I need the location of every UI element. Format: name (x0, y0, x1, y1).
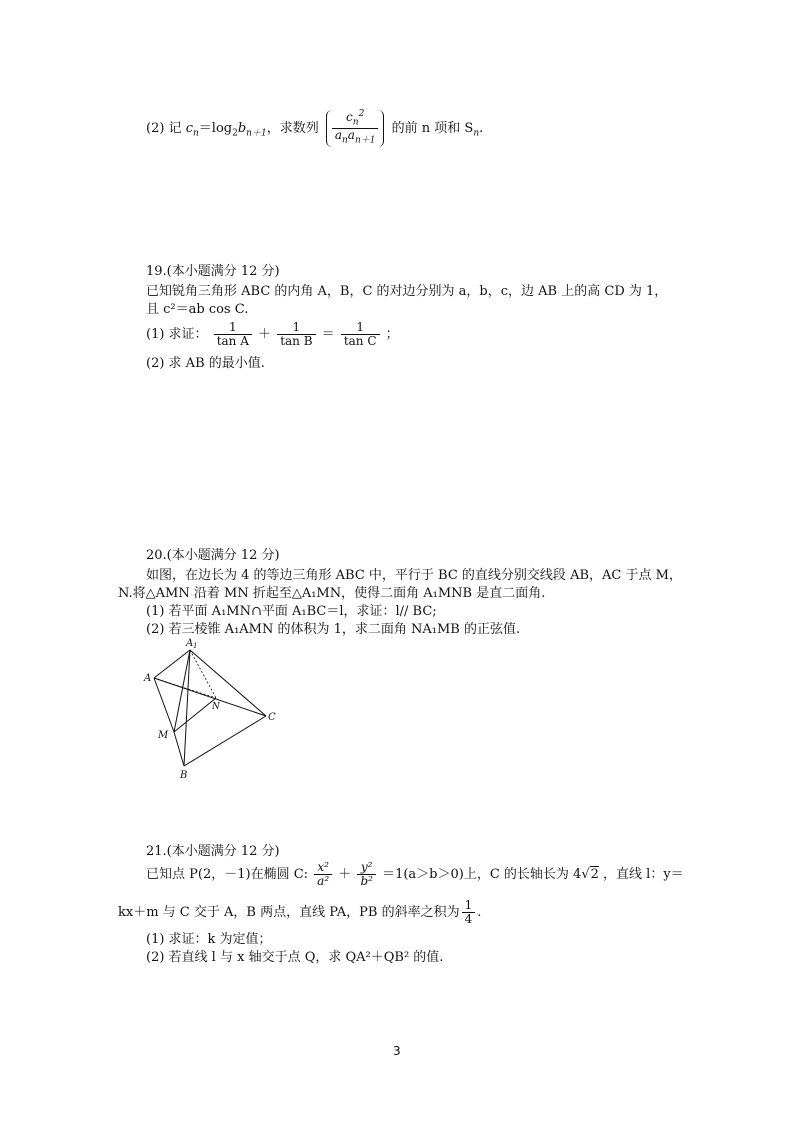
q19-frac-b (277, 321, 315, 348)
q21-sqrt: √2 (581, 867, 599, 882)
q19-line1: 已知锐角三角形 ABC 的内角 A，B，C 的对边分别为 a，b，c，边 AB 上的高 CD 为 1， (146, 284, 668, 299)
q18-suffix-sub: n (473, 128, 480, 139)
q18-mid: ，求数列 (266, 120, 319, 136)
q19-header: 19.(本小题满分 12 分) (146, 264, 280, 279)
q21-frac-x (314, 861, 332, 888)
q20-line2: N.将△AMN 沿着 MN 折起至△A₁MN，使得二面角 A₁MNB 是直二面角. (118, 586, 546, 601)
q21-header: 21.(本小题满分 12 分) (146, 844, 280, 859)
q19-frac-a-num: 1 (214, 321, 252, 335)
q21-frac-quarter (462, 899, 476, 926)
q20-header: 20.(本小题满分 12 分) (146, 548, 280, 563)
page-number: 3 (393, 1044, 401, 1058)
q19-frac-a-den: tan A (216, 334, 249, 348)
label-m: M (158, 730, 169, 741)
edge-a1-a (154, 650, 190, 678)
q21-frac-y-num: y² (357, 861, 376, 875)
q18-prefix: (2) 记 (146, 120, 182, 136)
q20-part1: (1) 若平面 A₁MN∩平面 A₁BC＝l，求证：l// BC; (146, 604, 437, 619)
q19-plus: ＋ (258, 327, 272, 342)
q20-pyramid-figure (140, 636, 280, 782)
q18-bn-sub: n＋1 (246, 128, 267, 139)
q19-part1-prefix: (1) 求证： (146, 327, 208, 342)
q21-l2-a: kx＋m 与 C 交于 A，B 两点，直线 PA，PB 的斜率之积为 (118, 905, 460, 920)
edge-a1-c (190, 650, 266, 716)
edge-b-c (184, 716, 266, 766)
q18-frac-den-sub2: n＋1 (354, 135, 376, 146)
q21-frac-quarter-num: 1 (462, 899, 476, 913)
q21-part2: (2) 若直线 l 与 x 轴交于点 Q，求 QA²＋QB² 的值. (146, 950, 444, 965)
q21-frac-x-num: x² (314, 861, 332, 875)
q19-frac-c (341, 321, 380, 348)
q18-equals: ＝log (198, 120, 233, 136)
label-a: A (144, 673, 152, 684)
q18-sequence-brace (326, 110, 385, 147)
q18-frac-den (332, 129, 379, 146)
q19-frac-b-num: 1 (277, 321, 315, 335)
edge-a-n-dashed (154, 678, 216, 698)
label-n: N (212, 702, 220, 712)
q20-line1: 如图，在边长为 4 的等边三角形 ABC 中，平行于 BC 的直线分别交线段 AB，AC 于点 M， (146, 568, 682, 583)
q18-frac-num-sub: n (352, 117, 359, 128)
q18-frac-num-c: c (346, 110, 353, 124)
q18-frac-den-sub1: n (342, 135, 348, 146)
q21-part1: (1) 求证：k 为定值； (146, 932, 272, 947)
q18-end: . (479, 120, 484, 136)
label-a1: A (186, 638, 194, 649)
q18-cn: c (185, 120, 193, 136)
q18-log-base: 2 (232, 128, 238, 139)
q21-line2 (118, 896, 481, 930)
q18-frac-den-a1: a (334, 128, 342, 143)
q19-line2: 且 c²＝ab cos C. (146, 302, 249, 317)
q20-part2: (2) 若三棱锥 A₁AMN 的体积为 1，求二面角 NA₁MB 的正弦值. (146, 622, 521, 637)
q21-l2-b: . (477, 905, 482, 920)
q18-fraction (332, 110, 379, 147)
q21-l1-c: ，直线 l：y＝ (603, 867, 684, 882)
q18-frac-num (332, 110, 379, 129)
q21-l1-a: 已知点 P(2，－1)在椭圆 C: (146, 867, 309, 882)
edge-a-m (154, 678, 174, 732)
q21-frac-y (357, 861, 376, 888)
q19-part1-end: ； (385, 327, 399, 342)
q21-line1 (146, 858, 684, 892)
q18-bn: b (237, 120, 247, 136)
q18-frac-num-sup: 2 (358, 109, 365, 119)
q19-frac-c-den: tan C (343, 334, 377, 348)
edge-m-b (174, 732, 184, 766)
q18-suffix: 的前 n 项和 S (391, 120, 474, 136)
q21-sqrt-val: 2 (590, 867, 599, 882)
q21-l1-b: ＝1(a＞b＞0)上，C 的长轴长为 4 (382, 867, 582, 882)
q21-frac-y-den: b² (360, 874, 373, 888)
q21-plus: ＋ (338, 867, 352, 882)
label-c: C (268, 712, 276, 723)
edge-m-n (174, 698, 216, 732)
q19-frac-b-den: tan B (280, 334, 313, 348)
q18-part2 (146, 110, 483, 147)
q19-eq: ＝ (321, 327, 335, 342)
q18-cn-sub: n (192, 128, 199, 139)
q18-frac-den-a2: a (347, 128, 355, 143)
q21-frac-quarter-den: 4 (464, 912, 473, 926)
q19-part2: (2) 求 AB 的最小值. (146, 356, 265, 371)
q19-frac-a (214, 321, 252, 348)
q19-part1 (146, 318, 399, 352)
q21-frac-x-den: a² (317, 874, 330, 888)
label-a1-sub: 1 (193, 642, 198, 650)
q19-frac-c-num: 1 (341, 321, 380, 335)
label-b: B (180, 770, 188, 781)
